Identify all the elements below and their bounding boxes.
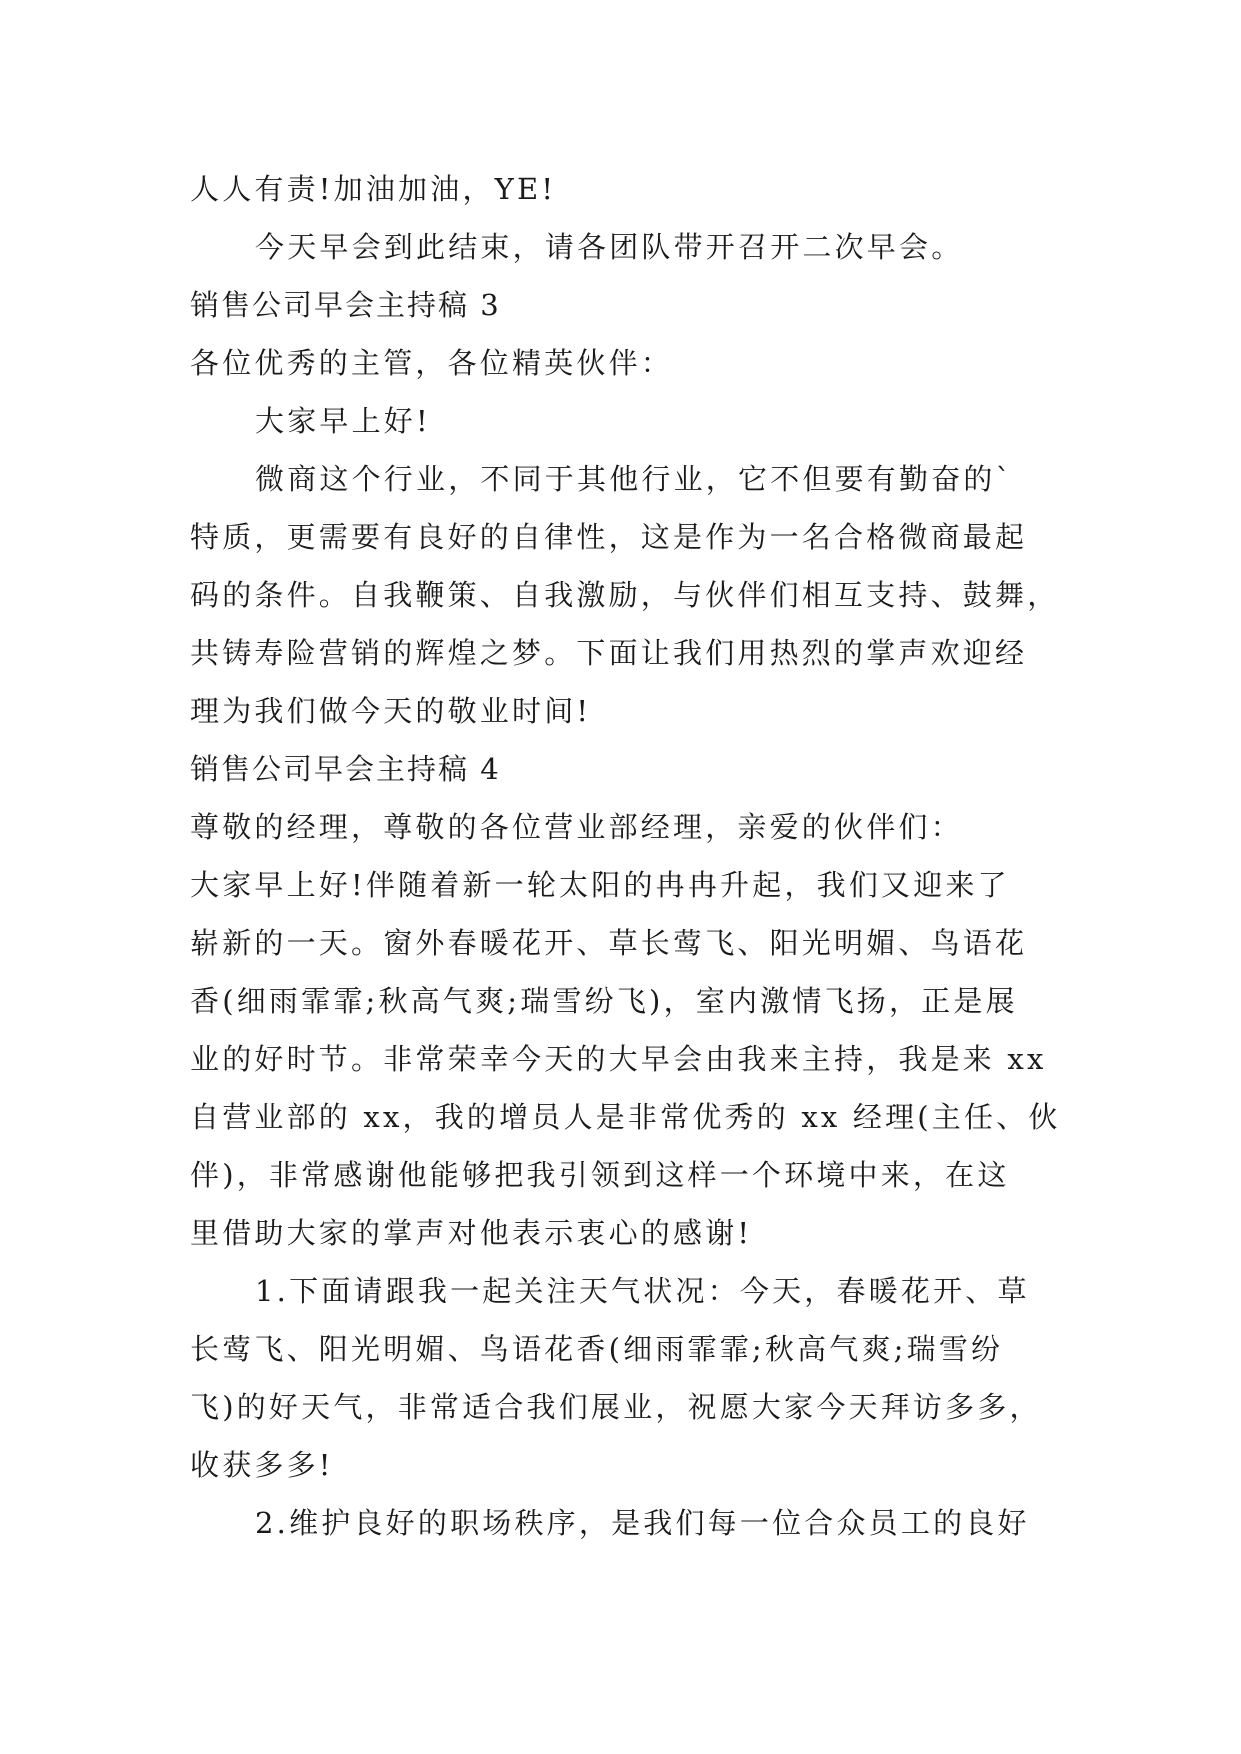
text-line: 长莺飞、阳光明媚、鸟语花香(细雨霏霏;秋高气爽;瑞雪纷 xyxy=(190,1332,1004,1366)
text-line: 自营业部的 xx，我的增员人是非常优秀的 xx 经理(主任、伙 xyxy=(190,1100,1061,1134)
text-line: 伴)，非常感谢他能够把我引领到这样一个环境中来，在这 xyxy=(190,1158,1010,1192)
section-heading: 销售公司早会主持稿 4 xyxy=(190,752,501,786)
text-line: 大家早上好!伴随着新一轮太阳的冉冉升起，我们又迎来了 xyxy=(190,868,1010,902)
text-line: 香(细雨霏霏;秋高气爽;瑞雪纷飞)，室内激情飞扬，正是展 xyxy=(190,984,1018,1018)
text-line: 大家早上好! xyxy=(255,404,431,438)
text-line: 各位优秀的主管，各位精英伙伴： xyxy=(190,346,674,380)
text-line: 人人有责!加油加油，YE! xyxy=(190,172,557,206)
text-line: 尊敬的经理，尊敬的各位营业部经理，亲爱的伙伴们： xyxy=(190,810,963,844)
document-body xyxy=(190,160,1060,1552)
section-heading: 销售公司早会主持稿 3 xyxy=(190,288,501,322)
text-line: 今天早会到此结束，请各团队带开召开二次早会。 xyxy=(255,230,964,264)
text-line: 理为我们做今天的敬业时间! xyxy=(190,694,592,728)
text-line: 里借助大家的掌声对他表示衷心的感谢! xyxy=(190,1216,753,1250)
text-line: 特质，更需要有良好的自律性，这是作为一名合格微商最起 xyxy=(190,520,1028,554)
text-line: 崭新的一天。窗外春暖花开、草长莺飞、阳光明媚、鸟语花 xyxy=(190,926,1028,960)
text-line: 共铸寿险营销的辉煌之梦。下面让我们用热烈的掌声欢迎经 xyxy=(190,636,1028,670)
text-line: 1.下面请跟我一起关注天气状况：今天，春暖花开、草 xyxy=(255,1274,1030,1308)
text-line: 业的好时节。非常荣幸今天的大早会由我来主持，我是来 xx xyxy=(190,1042,1047,1076)
text-line: 码的条件。自我鞭策、自我激励，与伙伴们相互支持、鼓舞， xyxy=(190,578,1060,612)
text-line: 收获多多! xyxy=(190,1448,334,1482)
text-line: 微商这个行业，不同于其他行业，它不但要有勤奋的` xyxy=(255,462,1014,496)
text-line: 飞)的好天气，非常适合我们展业，祝愿大家今天拜访多多， xyxy=(190,1390,1042,1424)
text-line: 2.维护良好的职场秩序，是我们每一位合众员工的良好 xyxy=(255,1506,1030,1540)
